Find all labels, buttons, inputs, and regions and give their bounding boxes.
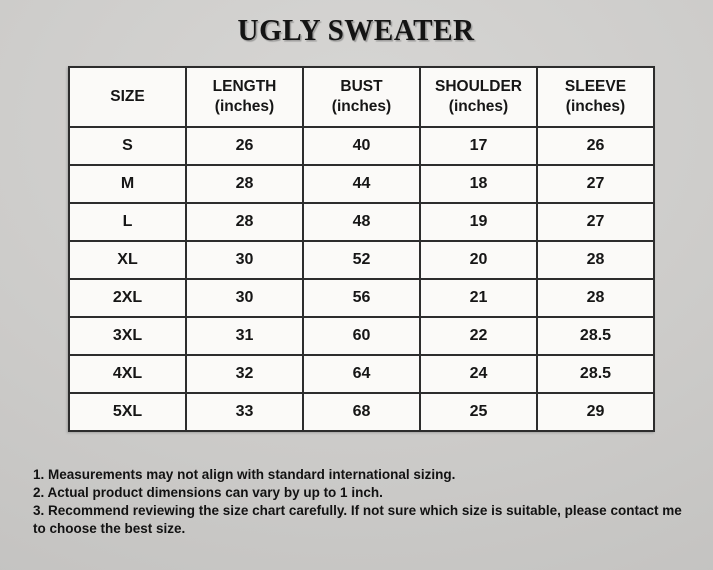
column-header-shoulder — [420, 67, 537, 127]
size-chart-container — [68, 66, 655, 432]
page-title — [0, 12, 713, 48]
column-header-sleeve — [537, 67, 654, 127]
cell-size: 4XL — [69, 355, 186, 393]
column-label: SIZE — [110, 88, 145, 105]
page-title-text: UGLY SWEATER — [238, 12, 475, 47]
cell-sleeve: 28.5 — [537, 355, 654, 393]
cell-sleeve: 27 — [537, 203, 654, 241]
footnote-1: 1. Measurements may not align with standard international sizing. — [33, 467, 456, 482]
table-row-xl — [69, 241, 654, 279]
cell-bust: 60 — [303, 317, 420, 355]
cell-bust: 56 — [303, 279, 420, 317]
cell-shoulder: 19 — [420, 203, 537, 241]
cell-length: 30 — [186, 241, 303, 279]
cell-sleeve: 27 — [537, 165, 654, 203]
table-row-2xl — [69, 279, 654, 317]
cell-shoulder: 17 — [420, 127, 537, 165]
cell-size: L — [69, 203, 186, 241]
column-unit: (inches) — [331, 98, 392, 115]
cell-shoulder: 22 — [420, 317, 537, 355]
cell-sleeve: 28 — [537, 241, 654, 279]
footnote-2: 2. Actual product dimensions can vary by up to 1 inch. — [33, 485, 383, 500]
column-unit: (inches) — [565, 98, 626, 115]
cell-size: M — [69, 165, 186, 203]
cell-shoulder: 25 — [420, 393, 537, 431]
cell-length: 32 — [186, 355, 303, 393]
cell-bust: 40 — [303, 127, 420, 165]
cell-sleeve: 29 — [537, 393, 654, 431]
column-label: SLEEVE — [564, 78, 627, 95]
cell-length: 26 — [186, 127, 303, 165]
column-label: BUST — [340, 78, 383, 95]
column-header-size — [69, 67, 186, 127]
cell-size: 5XL — [69, 393, 186, 431]
table-row-m — [69, 165, 654, 203]
cell-size: XL — [69, 241, 186, 279]
cell-length: 33 — [186, 393, 303, 431]
cell-length: 28 — [186, 203, 303, 241]
table-row-3xl — [69, 317, 654, 355]
size-chart-table — [68, 66, 655, 432]
table-row-s — [69, 127, 654, 165]
cell-bust: 52 — [303, 241, 420, 279]
column-header-bust — [303, 67, 420, 127]
cell-bust: 68 — [303, 393, 420, 431]
cell-sleeve: 26 — [537, 127, 654, 165]
table-row-l — [69, 203, 654, 241]
cell-length: 31 — [186, 317, 303, 355]
footnote-3: 3. Recommend reviewing the size chart carefully. If not sure which size is suitable, please contact me to choose the best size. — [33, 503, 682, 536]
cell-bust: 44 — [303, 165, 420, 203]
cell-shoulder: 24 — [420, 355, 537, 393]
cell-size: 3XL — [69, 317, 186, 355]
column-label: LENGTH — [212, 78, 277, 95]
cell-length: 30 — [186, 279, 303, 317]
column-header-length — [186, 67, 303, 127]
cell-bust: 48 — [303, 203, 420, 241]
cell-length: 28 — [186, 165, 303, 203]
column-unit: (inches) — [214, 98, 275, 115]
cell-size: 2XL — [69, 279, 186, 317]
cell-sleeve: 28.5 — [537, 317, 654, 355]
cell-shoulder: 20 — [420, 241, 537, 279]
cell-shoulder: 18 — [420, 165, 537, 203]
cell-sleeve: 28 — [537, 279, 654, 317]
cell-bust: 64 — [303, 355, 420, 393]
cell-size: S — [69, 127, 186, 165]
table-row-4xl — [69, 355, 654, 393]
table-row-5xl — [69, 393, 654, 431]
column-label: SHOULDER — [435, 78, 522, 95]
table-header-row — [69, 67, 654, 127]
footnotes — [33, 466, 685, 538]
column-unit: (inches) — [448, 98, 509, 115]
cell-shoulder: 21 — [420, 279, 537, 317]
